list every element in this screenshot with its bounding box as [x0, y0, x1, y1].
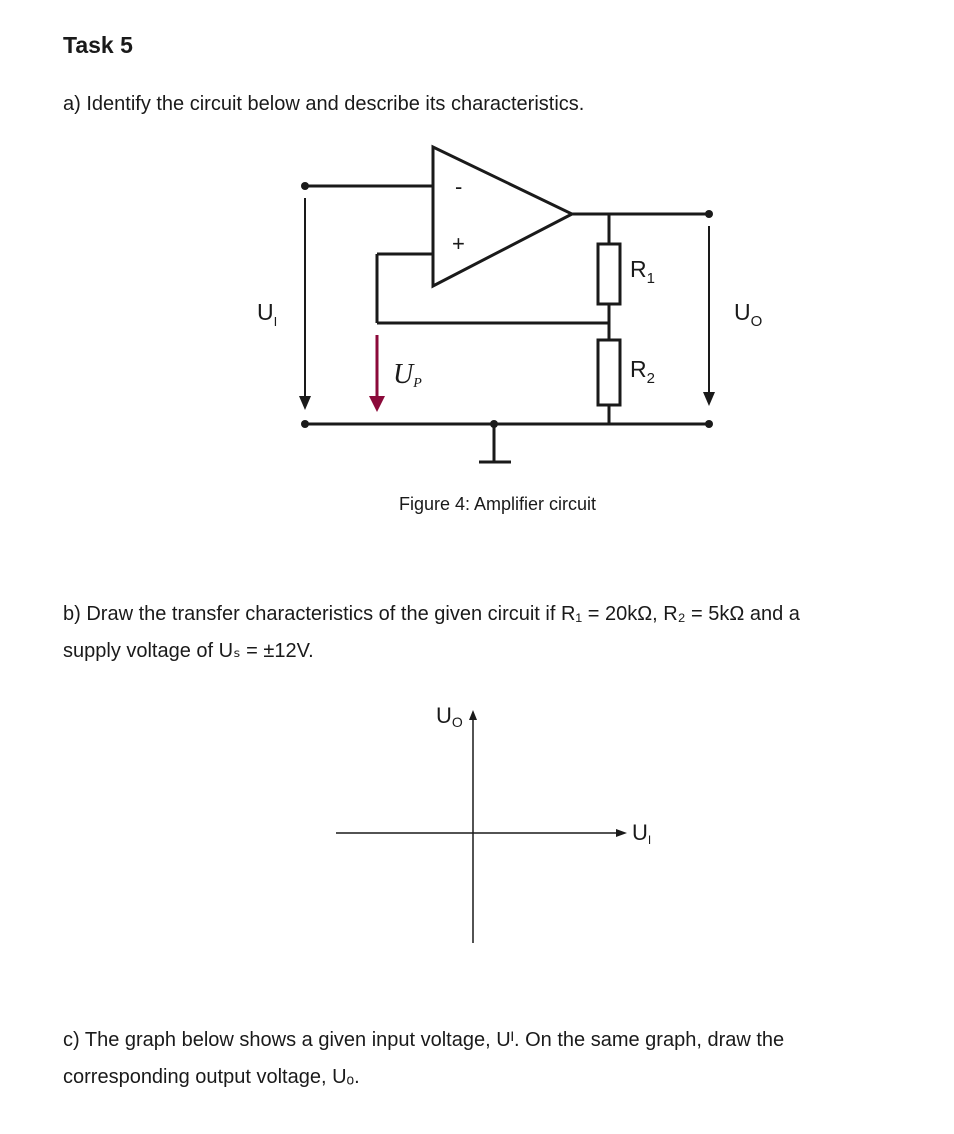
y-axis-arrowhead	[469, 710, 477, 720]
output-terminal	[705, 210, 713, 218]
x-axis-label: UI	[632, 820, 652, 847]
y-axis-label: UO	[436, 703, 463, 730]
opamp-symbol	[433, 147, 572, 286]
question-b-line1: b) Draw the transfer characteristics of the given circuit if R₁ = 20kΩ, R₂ = 5kΩ and a	[63, 603, 800, 625]
feedback-voltage-label: UP	[393, 359, 422, 391]
input-voltage-arrowhead	[299, 396, 311, 410]
task-title: Task 5	[63, 32, 133, 58]
opamp-minus-label: -	[455, 174, 463, 199]
r2-label: $R_2$	[630, 356, 655, 387]
input-voltage-label: $U_I$	[257, 299, 278, 329]
question-c-line1: c) The graph below shows a given input voltage, Uᴵ. On the same graph, draw the	[63, 1029, 785, 1051]
output-ground-terminal	[705, 420, 713, 428]
r2-resistor	[598, 340, 620, 405]
question-c	[63, 1022, 933, 1096]
circuit-diagram	[305, 147, 709, 462]
question-a: a) Identify the circuit below and describe its characteristics.	[63, 93, 585, 115]
input-ground-terminal	[301, 420, 309, 428]
question-c-line2: corresponding output voltage, Uₒ.	[63, 1066, 360, 1088]
opamp-plus-label: +	[452, 231, 465, 256]
r1-label: $R_1$	[630, 256, 655, 287]
figure-caption: Figure 4: Amplifier circuit	[399, 494, 597, 514]
output-voltage-label: $U_O$	[734, 299, 763, 330]
question-b-line2: supply voltage of Uₛ = ±12V.	[63, 640, 314, 662]
question-b	[63, 596, 933, 670]
ground-node	[490, 420, 498, 428]
input-terminal	[301, 182, 309, 190]
feedback-voltage-arrowhead	[369, 396, 385, 412]
x-axis-arrowhead	[616, 829, 627, 837]
r1-resistor	[598, 244, 620, 304]
output-voltage-arrowhead	[703, 392, 715, 406]
transfer-axes	[336, 710, 627, 943]
